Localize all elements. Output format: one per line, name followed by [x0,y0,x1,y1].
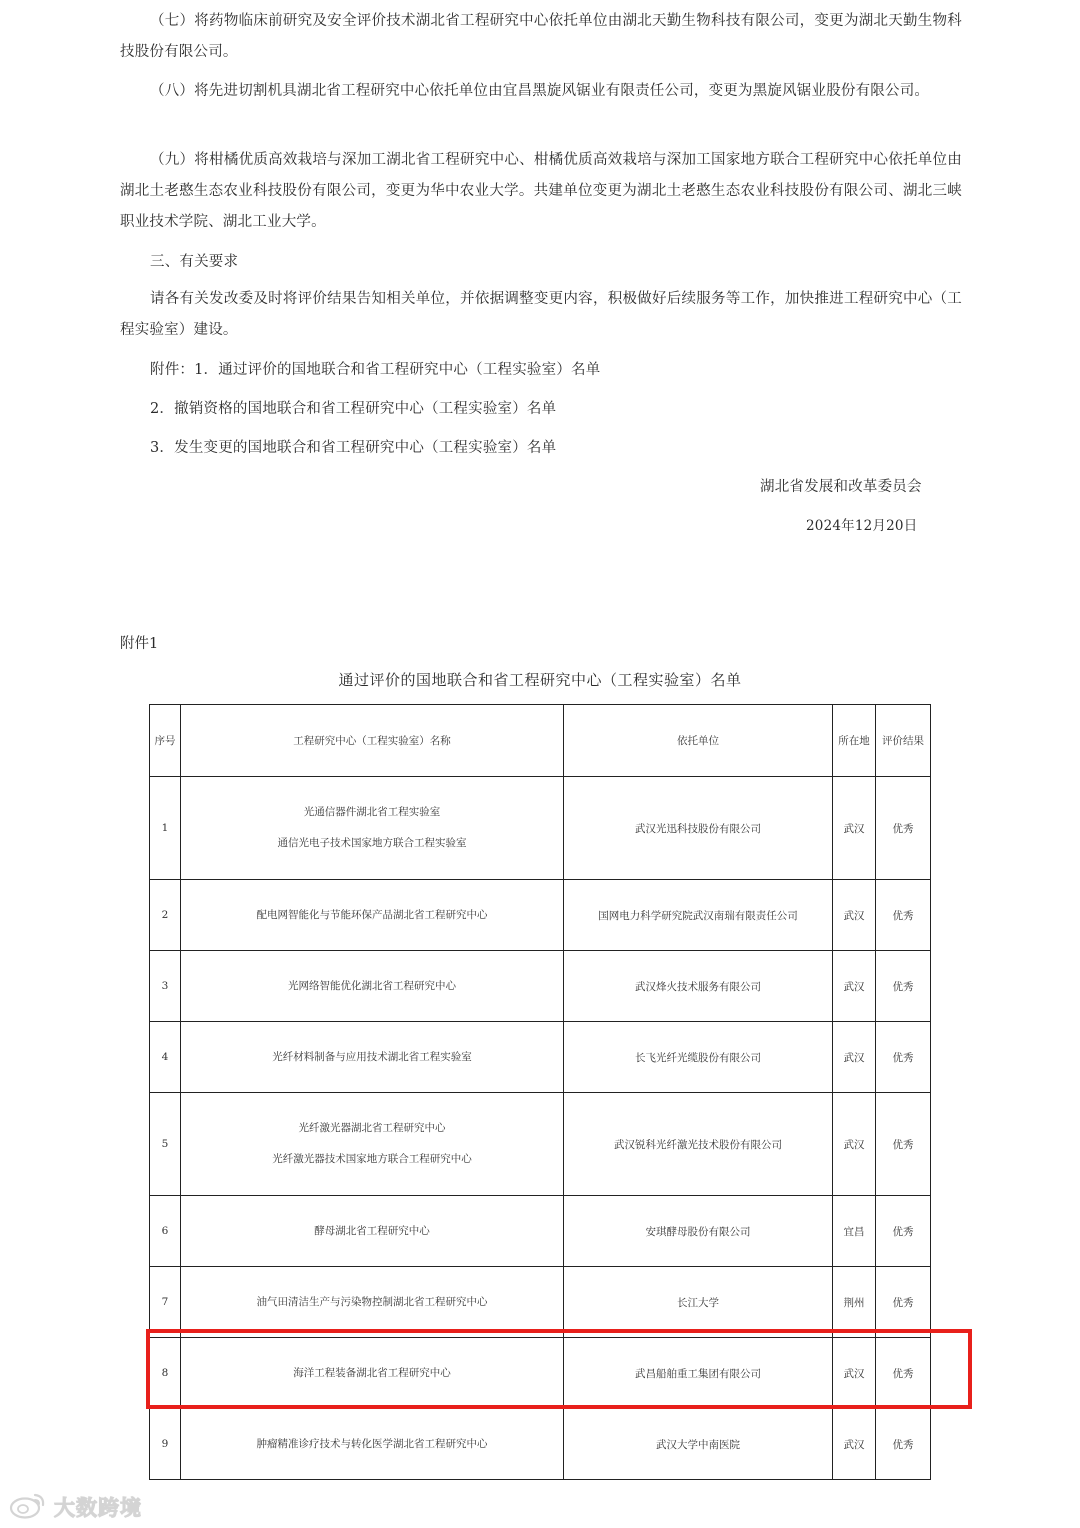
row-location: 武汉 [833,951,876,1022]
row-center-name [181,951,564,1022]
paragraph-7: （七）将药物临床前研究及安全评价技术湖北省工程研究中心依托单位由湖北天勤生物科技有限公司，变更为湖北天勤生物科技股份有限公司。 [120,13,962,60]
signature-org: 湖北省发展和改革委员会 [760,479,922,495]
row-result: 优秀 [876,1196,931,1267]
row-no: 4 [150,1022,181,1093]
row-no: 1 [150,777,181,880]
center-name-line: 光纤材料制备与应用技术湖北省工程实验室 [272,1050,472,1063]
header-unit: 依托单位 [564,705,833,777]
row-host-unit: 安琪酵母股份有限公司 [564,1196,833,1267]
row-center-name [181,1267,564,1338]
row-result: 优秀 [876,1093,931,1196]
row-center-name [181,1409,564,1480]
row-no: 6 [150,1196,181,1267]
center-name-line: 光纤激光器湖北省工程研究中心 [298,1122,446,1134]
center-name-line: 光通信器件湖北省工程实验室 [303,806,441,818]
row-host-unit: 长飞光纤光缆股份有限公司 [564,1022,833,1093]
evaluation-table [149,704,931,1480]
row-location: 荆州 [833,1267,876,1338]
table-row [150,1093,931,1196]
table-row [150,1409,931,1480]
header-name: 工程研究中心（工程实验室）名称 [181,705,564,777]
watermark-text: 大数跨境 [54,1496,142,1520]
row-host-unit: 武汉烽火技术服务有限公司 [564,951,833,1022]
appendix-label: 附件1 [120,636,159,652]
requirement-paragraph: 请各有关发改委及时将评价结果告知相关单位，并依据调整变更内容，积极做好后续服务等工作，加快推进工程研究中心（工程实验室）建设。 [120,291,962,338]
header-no: 序号 [150,705,181,777]
paragraph-9: （九）将柑橘优质高效栽培与深加工湖北省工程研究中心、柑橘优质高效栽培与深加工国家地方联合工程研究中心依托单位由湖北土老憨生态农业科技股份有限公司，变更为华中农业大学。共建单位变更为湖北土老憨生态农业科技股份有限公司、湖北三峡职业技术学院、湖北工业大学。 [120,152,962,230]
table-row [150,1338,931,1409]
header-location: 所在地 [833,705,876,777]
row-host-unit: 长江大学 [564,1267,833,1338]
row-no: 7 [150,1267,181,1338]
center-name-line: 油气田清洁生产与污染物控制湖北省工程研究中心 [256,1295,488,1308]
table-row [150,1196,931,1267]
row-host-unit: 武汉光迅科技股份有限公司 [564,777,833,880]
table-row [150,880,931,951]
center-name-line: 通信光电子技术国家地方联合工程实验室 [277,837,467,849]
row-location: 武汉 [833,1093,876,1196]
row-location: 武汉 [833,880,876,951]
row-center-name [181,1093,564,1196]
watermark [8,1490,142,1524]
attachment-item-2: 2．撤销资格的国地联合和省工程研究中心（工程实验室）名单 [150,401,557,417]
row-result: 优秀 [876,1022,931,1093]
row-center-name [181,880,564,951]
center-name-line: 肿瘤精准诊疗技术与转化医学湖北省工程研究中心 [256,1437,488,1450]
row-center-name [181,1022,564,1093]
attachment-item-1: 附件：1．通过评价的国地联合和省工程研究中心（工程实验室）名单 [150,362,601,378]
row-host-unit: 武汉锐科光纤激光技术股份有限公司 [564,1093,833,1196]
row-location: 武汉 [833,1338,876,1409]
signature-date: 2024年12月20日 [806,518,918,534]
row-result: 优秀 [876,1338,931,1409]
table-row [150,1022,931,1093]
row-location: 武汉 [833,777,876,880]
table-row [150,951,931,1022]
attachment-item-3: 3．发生变更的国地联合和省工程研究中心（工程实验室）名单 [150,440,557,456]
table-body [150,777,931,1480]
appendix-title: 通过评价的国地联合和省工程研究中心（工程实验室）名单 [338,671,742,689]
row-no: 3 [150,951,181,1022]
row-no: 2 [150,880,181,951]
row-host-unit: 国网电力科学研究院武汉南瑞有限责任公司 [564,880,833,951]
row-location: 武汉 [833,1409,876,1480]
row-host-unit: 武昌船舶重工集团有限公司 [564,1338,833,1409]
row-no: 5 [150,1093,181,1196]
row-center-name [181,777,564,880]
center-name-line: 酵母湖北省工程研究中心 [314,1224,430,1237]
table-row [150,777,931,880]
row-result: 优秀 [876,951,931,1022]
row-location: 武汉 [833,1022,876,1093]
row-host-unit: 武汉大学中南医院 [564,1409,833,1480]
row-location: 宜昌 [833,1196,876,1267]
table-row [150,1267,931,1338]
row-no: 8 [150,1338,181,1409]
center-name-line: 光网络智能优化湖北省工程研究中心 [288,979,456,992]
row-result: 优秀 [876,777,931,880]
center-name-line: 光纤激光器技术国家地方联合工程研究中心 [272,1153,472,1165]
paragraph-8: （八）将先进切割机具湖北省工程研究中心依托单位由宜昌黑旋风锯业有限责任公司，变更为黑旋风锯业股份有限公司。 [150,83,930,99]
row-result: 优秀 [876,1267,931,1338]
row-result: 优秀 [876,1409,931,1480]
row-center-name [181,1196,564,1267]
section-heading: 三、有关要求 [150,254,239,270]
weibo-logo-icon [8,1490,48,1524]
table-header-row [150,705,931,777]
center-name-line: 海洋工程装备湖北省工程研究中心 [293,1366,451,1379]
row-center-name [181,1338,564,1409]
header-result: 评价结果 [876,705,931,777]
row-result: 优秀 [876,880,931,951]
row-no: 9 [150,1409,181,1480]
center-name-line: 配电网智能化与节能环保产品湖北省工程研究中心 [256,908,488,921]
